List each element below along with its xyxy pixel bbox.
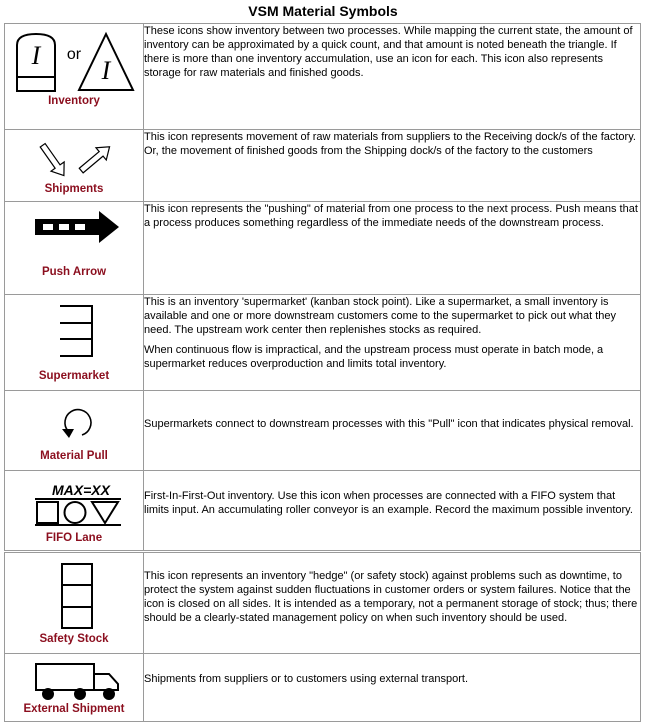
table-row	[5, 654, 641, 722]
safety-stock-icon	[60, 562, 94, 630]
description-paragraph-2: When continuous flow is impractical, and the upstream process must operate in batch mode, a supermarket reduces overproduction and limits total inventory.	[144, 344, 604, 370]
icon-cell	[5, 654, 144, 722]
row-label-push-arrow: Push Arrow	[41, 266, 107, 278]
icon-cell	[5, 295, 144, 391]
table-row	[5, 24, 641, 130]
push-arrow-icon	[33, 210, 121, 244]
table-row	[5, 130, 641, 202]
row-label-shipments: Shipments	[44, 183, 104, 195]
fifo-max-text: MAX=XX	[52, 482, 110, 498]
table-row	[5, 391, 641, 471]
row-label-external-shipment: External Shipment	[23, 703, 125, 715]
icon-cell	[5, 391, 144, 471]
row-label-material-pull: Material Pull	[40, 450, 108, 462]
table-row	[5, 202, 641, 295]
row-label-fifo-lane: FIFO Lane	[45, 532, 103, 544]
row-label-supermarket: Supermarket	[38, 370, 110, 382]
table-row	[5, 552, 641, 654]
icon-cell	[5, 552, 144, 654]
row-description: Shipments from suppliers or to customers using external transport.	[144, 654, 641, 722]
icon-cell	[5, 24, 144, 130]
inventory-icon	[14, 31, 136, 95]
row-description	[144, 295, 641, 391]
description-paragraph-1: This is an inventory 'supermarket' (kanban stock point). Like a supermarket, a small inventory is available and one or more downstream customers come to the supermarket to pick out what they need. The upstream work center then replenishes stocks as required.	[144, 296, 617, 336]
inventory-glyph-1: I	[31, 41, 41, 70]
table-row	[5, 295, 641, 391]
table-row	[5, 471, 641, 552]
fifo-lane-icon	[33, 482, 123, 528]
row-label-safety-stock: Safety Stock	[39, 633, 109, 645]
icon-cell	[5, 202, 144, 295]
supermarket-icon	[57, 304, 97, 358]
row-description: This icon represents an inventory "hedge" (or safety stock) against problems such as downtime, to protect the system against sudden fluctuations in customer orders or system failures. Notice that the icon is closed on all sides. It is intended as a temporary, not a permanent storage of stock; thus; there should be a clearly-stated management policy on when such inventory should be used.	[144, 552, 641, 654]
symbols-table	[4, 23, 641, 722]
or-text: or	[66, 46, 82, 63]
page-title: VSM Material Symbols	[248, 3, 398, 19]
row-description: This icon represents movement of raw materials from suppliers to the Receiving dock/s of the factory. Or, the movement of finished goods from the Shipping dock/s of the factory to the customers	[144, 130, 641, 202]
icon-cell	[5, 130, 144, 202]
row-description: This icon represents the "pushing" of material from one process to the next process. Push means that a process produces something regardless of the immediate needs of the downstream process.	[144, 202, 641, 295]
row-description: Supermarkets connect to downstream processes with this "Pull" icon that indicates physical removal.	[144, 391, 641, 471]
material-pull-icon	[58, 403, 98, 443]
row-description: These icons show inventory between two processes. While mapping the current state, the amount of inventory can be approximated by a quick count, and that amount is noted beneath the triangle. If there is more than one inventory accumulation, use an icon for each. This icon also represents storage for raw materials and finished goods.	[144, 24, 641, 130]
truck-icon	[33, 662, 121, 702]
icon-cell	[5, 471, 144, 552]
shipments-arrows-icon	[33, 137, 117, 181]
row-description: First-In-First-Out inventory. Use this icon when processes are connected with a FIFO system that limits input. An accumulating roller conveyor is an example. Record the maximum possible inventory.	[144, 471, 641, 552]
row-label-inventory: Inventory	[48, 95, 100, 107]
inventory-glyph-2: I	[101, 56, 111, 85]
